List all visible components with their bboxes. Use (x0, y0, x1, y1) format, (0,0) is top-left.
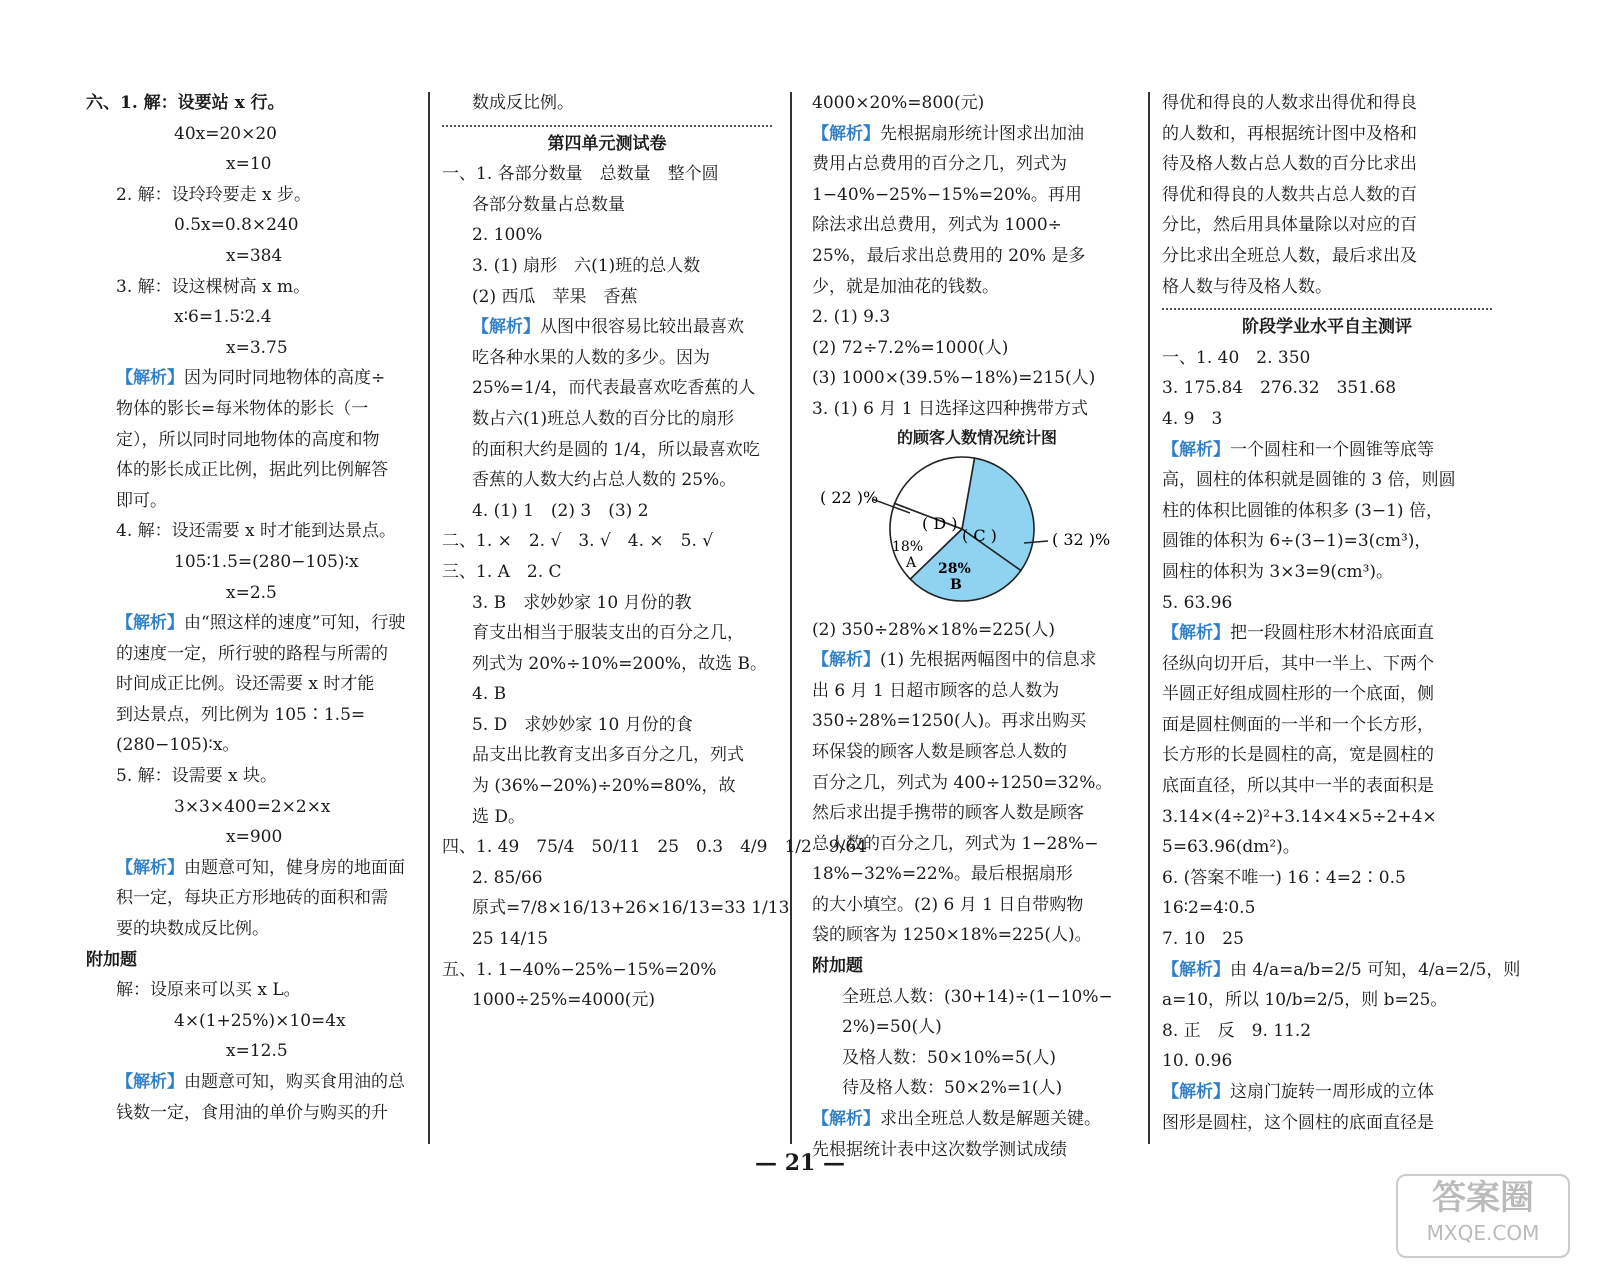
answer-line: 8. 正 反 9. 11.2 (1162, 1020, 1312, 1041)
text-line: 径纵向切开后，其中一半上、下两个 (1162, 653, 1434, 674)
answer-line: 三、1. A 2. C (442, 561, 562, 582)
text-line: 定），所以同时同地物体的高度和物 (116, 429, 380, 450)
answer-line: 4. 9 3 (1162, 408, 1223, 429)
pie-label-d: ( D ) (922, 513, 958, 533)
column-1 (86, 88, 416, 1128)
pie-label-c: ( C ) (962, 525, 997, 545)
text-line: 得优和得良的人数共占总人数的百 (1162, 184, 1417, 205)
text-line: 积一定，每块正方形地砖的面积和需 (116, 888, 388, 909)
analysis-line: 【 解析 】 一个圆柱和一个圆锥等底等 (1162, 435, 1492, 466)
text-line: 面是圆柱侧面的一半和一个长方形， (1162, 714, 1434, 735)
text-line: 5=63.96(dm²)。 (1162, 837, 1300, 858)
answer-line: 2%)=50(人) (842, 1017, 942, 1038)
equation-line: x=12.5 (226, 1041, 288, 1062)
answer-line: 2. 85/66 (472, 867, 543, 888)
equation-line: x=384 (226, 245, 283, 266)
analysis-tag: 【 解析 】 (1162, 960, 1230, 980)
text-line: 数占六(1)班总人数的百分比的扇形 (472, 408, 735, 429)
text-line: 得优和得良的人数求出得优和得良 (1162, 93, 1417, 113)
text-line: 除法求出总费用，列式为 1000÷ (812, 215, 1062, 236)
text-line: 的大小填空。(2) 6 月 1 日自带购物 (812, 894, 1084, 915)
answer-line: 16∶2=4∶0.5 (1162, 898, 1256, 919)
answer-line: 5. 解：设需要 x 块。 (116, 766, 278, 787)
text-line: 总人数的百分之几，列式为 1−28%− (812, 833, 1099, 854)
text-line: a=10，所以 10/b=2/5，则 b=25。 (1162, 990, 1448, 1011)
analysis-tag: 【 解析 】 (472, 317, 540, 337)
text-line: 出 6 月 1 日超市顾客的总人数为 (812, 680, 1060, 701)
answer-line: 六、1. 解：设要站 x 行。 (86, 93, 285, 113)
text-line: 物体的影长=每米物体的影长（一 (116, 398, 369, 419)
answer-line: (2) 西瓜 苹果 香蕉 (472, 286, 638, 307)
text-line: 品支出比教育支出多百分之几，列式 (472, 745, 744, 766)
equation-line: x=10 (226, 154, 272, 175)
text-line: 为 (36%−20%)÷20%=80%，故 (472, 776, 736, 797)
text-line: 分比求出全班总人数，最后求出及 (1162, 245, 1417, 266)
equation-line: 40x=20×20 (174, 123, 277, 144)
analysis-line: 3. B 求妙妙家 10 月份的教 (472, 592, 692, 613)
text-line: 圆锥的体积为 6÷(3−1)=3(cm³)， (1162, 531, 1432, 552)
analysis-tag: 【 解析 】 (116, 858, 184, 878)
equation-line: 原式=7/8×16/13+26×16/13=33 1/13 (472, 898, 790, 919)
analysis-tag: 【 解析 】 (1162, 1082, 1230, 1102)
analysis-tag: 【 解析 】 (812, 1109, 880, 1129)
text-line: 18%−32%=22%。最后根据扇形 (812, 864, 1073, 885)
text-line: 的速度一定，所行驶的路程与所需的 (116, 643, 388, 664)
answer-line: 及格人数：50×10%=5(人) (842, 1047, 1056, 1068)
pie-chart (812, 451, 1142, 611)
equation-line: 1000÷25%=4000(元) (472, 990, 656, 1011)
text-line: 体的影长成正比例，据此列比例解答 (116, 460, 388, 481)
text-line: 费用占总费用的百分之几，列式为 (812, 154, 1067, 175)
answer-line: 五、1. 1−40%−25%−15%=20% (442, 959, 717, 980)
text-line: 图形是圆柱，这个圆柱的底面直径是 (1162, 1112, 1434, 1133)
text-line: 先根据统计表中这次数学测试成绩 (812, 1139, 1067, 1160)
equation-line: 0.5x=0.8×240 (174, 215, 299, 236)
text-line: 数成反比例。 (472, 93, 574, 113)
text-line: 香蕉的人数大约占总人数的 25%。 (472, 470, 737, 491)
analysis-line: 【 解析 】 由题意可知，健身房的地面面 (86, 853, 416, 884)
answer-line: 4. B (472, 684, 507, 705)
analysis-line: 【 解析 】 求出全班总人数是解题关键。 (812, 1104, 1142, 1135)
answer-line: 全班总人数：(30+14)÷(1−10%− (842, 986, 1113, 1007)
section-title: 阶段学业水平自主测评 (1162, 308, 1492, 343)
answer-line: 3. (1) 扇形 六(1)班的总人数 (472, 255, 701, 276)
text-line: 环保袋的顾客人数是顾客总人数的 (812, 741, 1067, 762)
text-line: 即可。 (116, 490, 167, 511)
page-number: — 21 — (755, 1150, 845, 1176)
text-line: 半圆正好组成圆柱形的一个底面，侧 (1162, 684, 1434, 705)
text-line: 袋的顾客为 1250×18%=225(人)。 (812, 925, 1092, 946)
text-line: 柱的体积比圆锥的体积多 (3−1) 倍， (1162, 500, 1443, 521)
text-line: 1−40%−25%−15%=20%。再用 (812, 184, 1082, 205)
watermark-logo (1396, 1174, 1570, 1258)
analysis-tag: 【 解析 】 (812, 650, 880, 670)
text-line: 的面积大约是圆的 1/4，所以最喜欢吃 (472, 439, 760, 460)
text-line: 圆柱的体积为 3×3=9(cm³)。 (1162, 561, 1394, 582)
text-line: 的人数和，再根据统计图中及格和 (1162, 123, 1417, 144)
watermark-domain: MXQE.COM (1426, 1221, 1540, 1245)
text-line: (280−105)∶x。 (116, 735, 240, 756)
text-line: 育支出相当于服装支出的百分之几， (472, 623, 744, 644)
bonus-heading: 附加题 (86, 949, 137, 970)
answer-line: 解：设原来可以买 x L。 (116, 980, 301, 1001)
text-line: 长方形的长是圆柱的高，宽是圆柱的 (1162, 745, 1434, 766)
analysis-line: 【 解析 】 从图中很容易比较出最喜欢 (442, 312, 772, 343)
analysis-line: 【 解析 】 由题意可知，购买食用油的总 (86, 1067, 416, 1098)
equation-line: x=2.5 (226, 582, 277, 603)
answer-line: (2) 350÷28%×18%=225(人) (812, 619, 1055, 640)
text-line: 百分之几，列式为 400÷1250=32%。 (812, 772, 1113, 793)
pie-label-b: B (950, 576, 962, 593)
text-line: 底面直径，所以其中一半的表面积是 (1162, 776, 1434, 797)
answer-line: 4. 解：设还需要 x 时才能到达景点。 (116, 521, 397, 542)
answer-line: 3. 解：设这棵树高 x m。 (116, 276, 311, 297)
equation-line: 4000×20%=800(元) (812, 93, 985, 113)
answer-line: 2. (1) 9.3 (812, 307, 891, 328)
answer-line: 2. 解：设玲玲要走 x 步。 (116, 184, 312, 205)
text-line: 然后求出提手携带的顾客人数是顾客 (812, 803, 1084, 824)
bonus-heading: 附加题 (812, 956, 863, 977)
answer-line: 5. 63.96 (1162, 592, 1233, 613)
analysis-tag: 【 解析 】 (812, 124, 880, 144)
equation-line: 105∶1.5=(280−105)∶x (174, 551, 359, 572)
text-line: 25%=1/4，而代表最喜欢吃香蕉的人 (472, 378, 756, 399)
analysis-line: 5. D 求妙妙家 10 月份的食 (472, 714, 693, 735)
answer-line: 2. 100% (472, 225, 543, 246)
text-line: 吃各种水果的人数的多少。因为 (472, 347, 710, 368)
analysis-line: 【 解析 】 由 4/a=a/b=2/5 可知，4/a=2/5，则 (1162, 955, 1492, 986)
answer-line: 3. (1) 6 月 1 日选择这四种携带方式 (812, 398, 1088, 419)
text-line: 350÷28%=1250(人)。再求出购买 (812, 711, 1087, 732)
analysis-tag: 【 解析 】 (1162, 440, 1230, 460)
answer-line: 一、1. 40 2. 350 (1162, 347, 1311, 368)
answer-line: 一、1. 各部分数量 总数量 整个圆 (442, 164, 719, 185)
text-line: 要的块数成反比例。 (116, 919, 269, 940)
text-line: 3.14×(4÷2)²+3.14×4×5÷2+4× (1162, 806, 1437, 827)
text-line: 少，就是加油花的钱数。 (812, 276, 999, 297)
answer-line: 四、1. 49 75/4 50/11 25 0.3 4/9 1/2 9/64 (442, 837, 867, 858)
analysis-tag: 【 解析 】 (116, 613, 184, 633)
answer-line: (2) 72÷7.2%=1000(人) (812, 337, 1009, 358)
analysis-line: 【 解析 】 把一段圆柱形木材沿底面直 (1162, 618, 1492, 649)
text-line: 待及格人数占总人数的百分比求出 (1162, 154, 1417, 175)
text-line: 时间成正比例。设还需要 x 时才能 (116, 674, 375, 695)
equation-line: x=900 (226, 827, 283, 848)
pie-chart-title: 的顾客人数情况统计图 (896, 427, 1057, 447)
watermark-text: 答案圈 (1432, 1178, 1534, 1218)
pie-label-a-percent: 18% (892, 538, 924, 555)
answer-line: 待及格人数：50×2%=1(人) (842, 1078, 1063, 1099)
analysis-tag: 【 解析 】 (1162, 623, 1230, 643)
answer-line: (3) 1000×(39.5%−18%)=215(人) (812, 368, 1096, 389)
pie-label-b-percent: 28% (938, 560, 971, 577)
analysis-line: 【 解析 】 这扇门旋转一周形成的立体 (1162, 1077, 1492, 1108)
text-line: 钱数一定，食用油的单价与购买的升 (116, 1102, 388, 1123)
analysis-line: 【 解析 】 因为同时同地物体的高度÷ (86, 363, 416, 394)
equation-line: 4×(1+25%)×10=4x (174, 1010, 346, 1031)
column-divider (1148, 92, 1150, 1144)
equation-line: 25 14/15 (472, 929, 549, 950)
column-4 (1162, 88, 1521, 1138)
text-line: 格人数与待及格人数。 (1162, 276, 1332, 297)
answer-line: 各部分数量占总数量 (472, 194, 625, 215)
equation-line: 3×3×400=2×2×x (174, 796, 331, 817)
answer-line: 6. (答案不唯一) 16∶4=2∶0.5 (1162, 867, 1406, 888)
answer-line: 3. 175.84 276.32 351.68 (1162, 378, 1397, 399)
analysis-line: 【 解析 】 由“照这样的速度”可知，行驶 (86, 608, 416, 639)
pie-label-d-percent: ( 22 )% (820, 487, 879, 507)
text-line: 分比，然后用具体量除以对应的百 (1162, 215, 1417, 236)
text-line: 高，圆柱的体积就是圆锥的 3 倍，则圆 (1162, 470, 1456, 491)
answer-line: 二、1. × 2. √ 3. √ 4. × 5. √ (442, 531, 714, 552)
column-3 (812, 88, 1142, 1165)
column-divider (790, 92, 792, 1144)
text-line: 选 D。 (472, 806, 526, 827)
text-line: 25%，最后求出总费用的 20% 是多 (812, 245, 1086, 266)
section-title: 第四单元测试卷 (442, 125, 772, 160)
pie-label-c-percent: ( 32 )% (1052, 529, 1111, 549)
text-line: 到达景点，列比例为 105∶1.5= (116, 704, 366, 725)
analysis-line: 【 解析 】 (1) 先根据两幅图中的信息求 (812, 645, 1142, 676)
analysis-tag: 【 解析 】 (116, 368, 184, 388)
equation-line: x=3.75 (226, 337, 288, 358)
answer-line: 7. 10 25 (1162, 929, 1244, 950)
text-line: 列式为 20%÷10%=200%，故选 B。 (472, 653, 767, 674)
analysis-line: 【 解析 】 先根据扇形统计图求出加油 (812, 119, 1142, 150)
answer-line: 10. 0.96 (1162, 1051, 1233, 1072)
equation-line: x∶6=1.5∶2.4 (174, 307, 272, 328)
analysis-tag: 【 解析 】 (116, 1072, 184, 1092)
column-divider (428, 92, 430, 1144)
pie-label-a: A (906, 554, 917, 571)
answer-line: 4. (1) 1 (2) 3 (3) 2 (472, 500, 649, 521)
